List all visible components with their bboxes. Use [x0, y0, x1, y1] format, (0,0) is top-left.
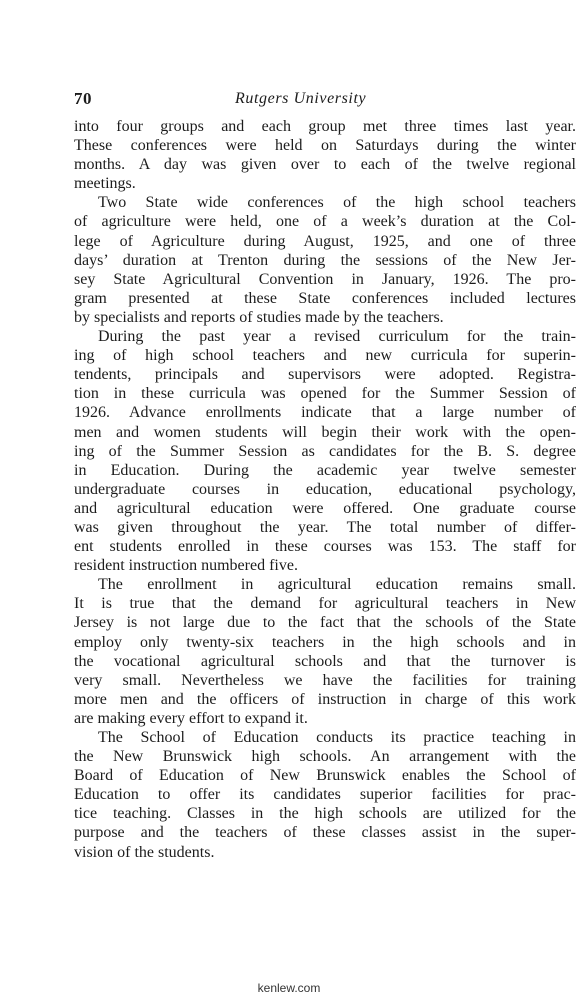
text-line: ing of the Summer Session as candidates for the B. S. degree — [74, 442, 576, 460]
text-line: men and women students will begin their work with the open- — [74, 423, 576, 441]
text-line: vision of the students. — [74, 843, 215, 861]
text-line: purpose and the teachers of these classes assist in the super- — [74, 824, 576, 842]
watermark: kenlew.com — [257, 981, 321, 995]
text-line: tice teaching. Classes in the high schools are utilized for the — [74, 805, 576, 823]
text-line: undergraduate courses in education, educational psychology, — [74, 480, 576, 498]
page-number: 70 — [74, 89, 92, 108]
text-line: ing of high school teachers and new curricula for superin- — [74, 347, 576, 365]
text-line: into four groups and each group met three times last year. — [74, 118, 576, 135]
text-line: days’ duration at Trenton during the sessions of the New Jer- — [74, 251, 576, 269]
text-line: was given throughout the year. The total number of differ- — [74, 518, 576, 536]
text-line: Board of Education of New Brunswick enables the School of — [74, 767, 576, 785]
text-line: are making every effort to expand it. — [74, 709, 308, 727]
text-line: resident instruction numbered five. — [74, 557, 298, 575]
text-line: of agriculture were held, one of a week’s duration at the Col- — [74, 213, 576, 231]
text-line: sey State Agricultural Convention in January, 1926. The pro- — [74, 270, 576, 288]
text-line: During the past year a revised curriculum for the train- — [98, 328, 576, 346]
text-line: The enrollment in agricultural education remains small. — [98, 576, 576, 594]
paragraph-4 — [74, 575, 576, 728]
text-line: ent students enrolled in these courses was 153. The staff for — [74, 538, 576, 556]
paragraph-1 — [74, 117, 576, 193]
text-line: 1926. Advance enrollments indicate that a large number of — [74, 404, 576, 422]
text-line: lege of Agriculture during August, 1925, and one of three — [74, 232, 576, 250]
text-line: Two State wide conferences of the high school teachers — [98, 194, 576, 212]
page-header — [74, 89, 382, 111]
text-line: employ only twenty-six teachers in the high schools and in — [74, 633, 576, 651]
text-line: tendents, principals and supervisors were adopted. Registra- — [74, 366, 576, 384]
text-line: the vocational agricultural schools and that the turnover is — [74, 652, 576, 670]
text-line: and agricultural education were offered. One graduate course — [74, 499, 576, 517]
paragraph-2 — [74, 193, 576, 327]
text-line: These conferences were held on Saturdays during the winter — [74, 137, 576, 155]
running-head: Rutgers University — [235, 90, 367, 107]
text-line: by specialists and reports of studies made by the teachers. — [74, 308, 444, 326]
paragraph-3 — [74, 327, 576, 575]
paragraph-5 — [74, 728, 576, 862]
text-line: in Education. During the academic year twelve semester — [74, 461, 576, 479]
text-line: Education to offer its candidates superior facilities for prac- — [74, 786, 576, 804]
text-line: The School of Education conducts its practice teaching in — [98, 729, 576, 746]
text-line: It is true that the demand for agricultural teachers in New — [74, 595, 576, 613]
text-line: tion in these curricula was opened for the Summer Session of — [74, 385, 576, 403]
text-line: Jersey is not large due to the fact that the schools of the State — [74, 614, 576, 632]
text-line: very small. Nevertheless we have the facilities for training — [74, 671, 576, 689]
text-line: more men and the officers of instruction in charge of this work — [74, 690, 576, 708]
text-line: gram presented at these State conferences included lectures — [74, 289, 576, 307]
text-line: months. A day was given over to each of the twelve regional — [74, 156, 576, 174]
text-line: the New Brunswick high schools. An arrangement with the — [74, 748, 576, 766]
text-line: meetings. — [74, 175, 136, 193]
body-text — [74, 117, 576, 862]
